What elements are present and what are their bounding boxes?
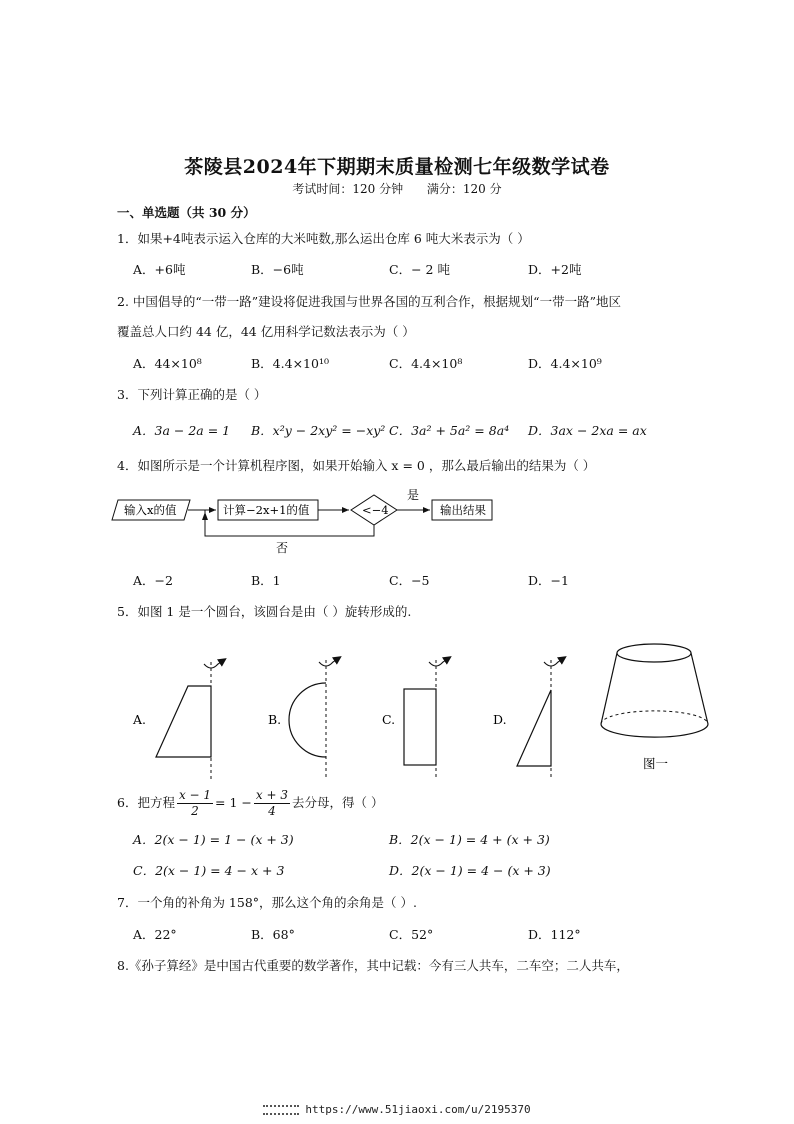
option-b-semicircle-figure [268,658,339,780]
q4-option-a: A．−2 [133,573,173,588]
q1-option-c: C．− 2 吨 [389,262,450,277]
question-5: 5．如图 1 是一个圆台，该圆台是由（ ）旋转形成的. [117,604,412,619]
full-score: 满分：120 分 [426,182,502,196]
question-4: 4．如图所示是一个计算机程序图，如果开始输入 x = 0 ，那么最后输出的结果为（ ） [117,458,596,473]
q6-text-before: 6．把方程 [117,795,175,810]
q1-option-a: A．+6吨 [133,262,186,277]
q1-option-b: B．−6吨 [251,262,304,277]
q5-option-c-label: C. [382,712,396,727]
q5-option-d-label: D. [493,712,507,727]
question-2-line-1: 2. 中国倡导的“一带一路”建设将促进我国与世界各国的互利合作，根据规划“一带一路”地区 [117,294,621,309]
rotation-figures [120,640,720,785]
flow-input-label: 输入x的值 [124,503,177,517]
option-c-rectangle-figure [382,658,449,780]
option-a-trapezoid-figure [132,660,224,780]
flow-compute-label: 计算−2x+1的值 [223,503,310,517]
frustum-figure [601,644,708,771]
q3-option-d: D．3ax − 2xa = ax [528,423,647,438]
q6-fraction-2-numerator: x + 3 [255,788,288,802]
q2-option-c: C．4.4×10⁸ [389,356,463,371]
q6-fraction-1-denominator: 2 [191,804,199,818]
q3-option-c: C．3a² + 5a² = 8a⁴ [389,423,510,438]
question-3: 3．下列计算正确的是（ ） [117,387,267,402]
flow-no-label: 否 [276,541,289,555]
frustum-caption: 图一 [643,756,669,771]
q3-option-a: A．3a − 2a = 1 [133,423,231,438]
exam-time: 考试时间：120 分钟 [292,182,404,196]
q6-option-d: D．2(x − 1) = 4 − (x + 3) [389,863,551,878]
exam-title: 茶陵县2024年下期期末质量检测七年级数学试卷 [184,156,610,178]
q2-option-a: A．44×10⁸ [133,356,202,371]
flow-output-label: 输出结果 [440,503,486,517]
q1-option-d: D．+2吨 [528,262,582,277]
q2-option-d: D．4.4×10⁹ [528,356,602,371]
section-heading: 一、单选题（共 30 分） [117,205,256,220]
q6-option-a: A．2(x − 1) = 1 − (x + 3) [133,832,294,847]
program-flowchart [108,482,508,558]
q2-option-b: B．4.4×10¹⁰ [251,356,329,371]
question-2-line-2: 覆盖总人口约 44 亿，44 亿用科学记数法表示为（ ） [117,324,415,339]
q7-option-c: C．52° [389,927,434,942]
question-6 [117,786,383,820]
q6-text-mid: = 1 − [215,795,252,810]
q6-fraction-2-denominator: 4 [268,804,276,818]
q4-option-c: C．−5 [389,573,430,588]
question-1: 1．如果+4吨表示运入仓库的大米吨数,那么运出仓库 6 吨大米表示为（ ） [117,231,530,246]
footer-logo-mark [263,1105,299,1115]
q7-option-a: A．22° [133,927,177,942]
q6-option-b: B．2(x − 1) = 4 + (x + 3) [389,832,550,847]
footer-url [0,1103,794,1116]
question-7: 7．一个角的补角为 158°，那么这个角的余角是（ ）. [117,895,417,910]
q4-option-d: D．−1 [528,573,569,588]
footer-link[interactable]: https://www.51jiaoxi.com/u/2195370 [305,1103,531,1116]
flow-condition-label: <−4 [362,503,389,517]
q5-option-a-label: A. [133,712,147,727]
exam-info [0,180,794,197]
q7-option-d: D．112° [528,927,581,942]
question-8: 8.《孙子算经》是中国古代重要的数学著作，其中记载：今有三人共车，二车空；二人共车， [117,958,629,973]
q6-fraction-1 [177,788,213,819]
flow-yes-label: 是 [407,488,420,502]
q3-option-b: B．x²y − 2xy² = −xy² [251,423,386,438]
q6-fraction-2 [254,788,290,819]
q5-option-b-label: B. [268,712,282,727]
q7-option-b: B．68° [251,927,295,942]
q6-fraction-1-numerator: x − 1 [178,788,212,802]
q4-option-b: B．1 [251,573,281,588]
q6-text-after: 去分母，得（ ） [292,795,384,810]
option-d-triangle-figure [493,658,564,780]
q6-option-c: C．2(x − 1) = 4 − x + 3 [133,863,285,878]
